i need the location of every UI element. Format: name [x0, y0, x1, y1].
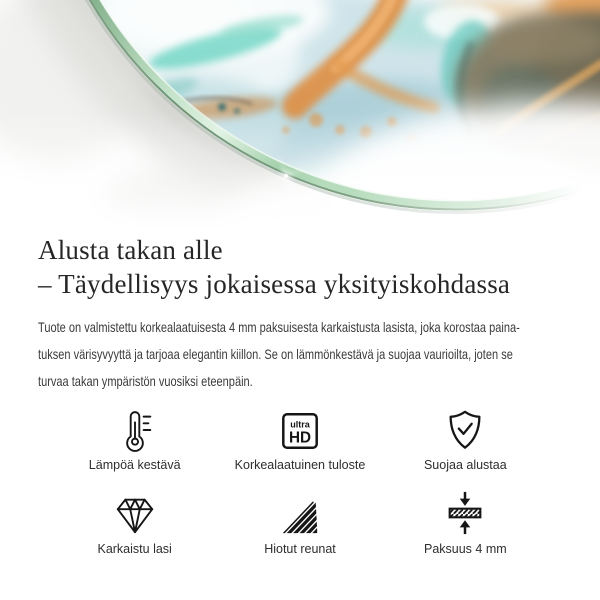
page-title-line2: – Täydellisyys jokaisessa yksityiskohdassa	[38, 269, 511, 299]
intro-line: tuksen värisyvyyttä ja tarjoaa elegantin kiillon. Se on lämmönkestävä ja suojaa vaurioilta, joten se	[38, 347, 513, 362]
page-title-line1: Alusta takan alle	[38, 235, 223, 265]
glass-panel-image	[0, 0, 600, 230]
thickness-icon	[443, 490, 487, 536]
feature-protects-surface	[383, 406, 548, 472]
feature-ultra-hd-print	[217, 406, 382, 472]
feature-polished-edges	[217, 490, 382, 556]
features-grid	[38, 406, 562, 556]
intro-line: Tuote on valmistettu korkealaatuisesta 4 mm paksuisesta karkaistusta lasista, joka korostaa paina-	[38, 320, 520, 335]
feature-label: Hiotut reunat	[264, 542, 336, 556]
feature-label: Lämpöä kestävä	[88, 458, 181, 472]
ultra-hd-badge-top: ultra	[290, 419, 310, 430]
diamond-icon	[112, 492, 158, 536]
polished-edges-icon	[278, 494, 322, 536]
feature-label: Karkaistu lasi	[97, 542, 172, 556]
product-photo	[0, 0, 600, 230]
feature-heat-resistant	[52, 406, 217, 472]
feature-tempered-glass	[52, 490, 217, 556]
feature-thickness-4mm	[383, 490, 548, 556]
description-section	[0, 233, 600, 556]
page-title	[38, 233, 562, 301]
thermometer-icon	[113, 408, 157, 452]
ultra-hd-badge-bottom: HD	[288, 429, 312, 447]
intro-line: turvaa takan ympäristön vuosiksi eteenpäin.	[38, 374, 253, 389]
intro-paragraph	[38, 314, 562, 395]
feature-label: Suojaa alustaa	[423, 458, 507, 472]
feature-label: Paksuus 4 mm	[423, 542, 507, 556]
feature-label: Korkealaatuinen tuloste	[234, 458, 366, 472]
shield-check-icon	[443, 408, 487, 452]
ultra-hd-icon	[278, 410, 322, 452]
